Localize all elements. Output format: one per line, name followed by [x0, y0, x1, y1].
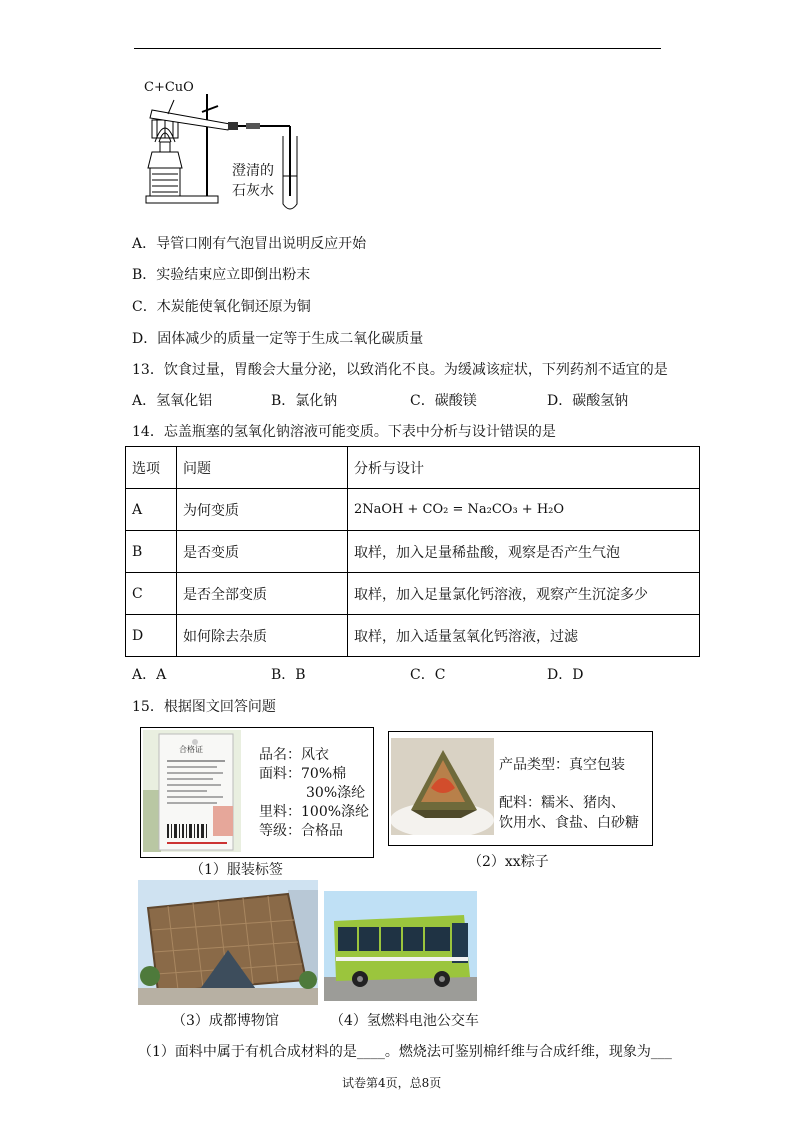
apparatus-diagram	[140, 76, 310, 216]
tag-header: 合格证	[179, 745, 203, 754]
q12-option-c: C．木炭能使氧化铜还原为铜	[132, 299, 311, 315]
row-question: 是否全部变质	[177, 573, 348, 615]
q14-option-b: B．B	[271, 667, 306, 683]
reactant-label: C+CuO	[144, 80, 194, 95]
zongzi-ingredients-2: 饮用水、食盐、白砂糖	[499, 815, 639, 831]
header-rule	[134, 48, 661, 49]
row-analysis: 2NaOH + CO₂ = Na₂CO₃ + H₂O	[348, 489, 700, 531]
museum-photo	[138, 880, 318, 1005]
zongzi-photo	[391, 738, 494, 835]
clothing-lining: 里料：100%涤纶	[259, 804, 370, 820]
q13-option-c: C．碳酸镁	[410, 393, 477, 409]
table-header-row	[126, 447, 700, 489]
row-analysis: 取样，加入适量氢氧化钙溶液，过滤	[348, 615, 700, 657]
q13-option-b: B．氯化钠	[271, 393, 338, 409]
clothing-caption: （1）服装标签	[190, 862, 283, 878]
q14-stem: 14．忘盖瓶塞的氢氧化钠溶液可能变质。下表中分析与设计错误的是	[132, 424, 556, 440]
row-question: 如何除去杂质	[177, 615, 348, 657]
table-row	[126, 489, 700, 531]
row-option: A	[126, 489, 177, 531]
clothing-tag-photo	[143, 730, 241, 852]
q14-table	[125, 446, 700, 657]
q13-options	[132, 390, 652, 410]
clothing-name: 品名：风衣	[259, 747, 329, 763]
limewater-label-1: 澄清的	[232, 163, 274, 179]
table-row	[126, 573, 700, 615]
q12-option-b: B．实验结束应立即倒出粉末	[132, 267, 311, 283]
bus-photo	[324, 891, 477, 1001]
zongzi-frame	[388, 731, 653, 846]
row-analysis: 取样，加入足量稀盐酸，观察是否产生气泡	[348, 531, 700, 573]
q14-option-a: A．A	[132, 667, 167, 683]
clothing-grade: 等级：合格品	[259, 823, 343, 839]
zongzi-caption: （2）xx粽子	[468, 854, 549, 870]
row-question: 为何变质	[177, 489, 348, 531]
q13-option-a: A．氢氧化铝	[132, 393, 213, 409]
zongzi-type: 产品类型：真空包装	[499, 757, 625, 773]
clothing-fabric-1: 面料：70%棉	[259, 766, 347, 782]
museum-caption: （3）成都博物馆	[172, 1013, 279, 1029]
limewater-label-2: 石灰水	[232, 183, 274, 199]
apparatus-drawing	[140, 76, 310, 216]
q12-option-a: A．导管口刚有气泡冒出说明反应开始	[132, 236, 367, 252]
q15-sub-question: （1）面料中属于有机合成材料的是____。燃烧法可鉴别棉纤维与合成纤维，现象为___	[138, 1044, 672, 1060]
q12-option-d: D．固体减少的质量一定等于生成二氧化碳质量	[132, 331, 424, 347]
row-option: D	[126, 615, 177, 657]
q14-option-c: C．C	[410, 667, 446, 683]
q14-options	[132, 664, 652, 684]
page-footer: 试卷第4页，总8页	[342, 1076, 442, 1090]
row-option: B	[126, 531, 177, 573]
bus-caption: （4）氢燃料电池公交车	[330, 1013, 479, 1029]
table-row	[126, 615, 700, 657]
header-question: 问题	[177, 447, 348, 489]
q13-option-d: D．碳酸氢钠	[547, 393, 629, 409]
table-row	[126, 531, 700, 573]
zongzi-ingredients-1: 配料：糯米、猪肉、	[499, 795, 625, 811]
header-analysis: 分析与设计	[348, 447, 700, 489]
q15-stem: 15．根据图文回答问题	[132, 699, 276, 715]
clothing-label-frame	[140, 727, 374, 858]
q14-option-d: D．D	[547, 667, 584, 683]
row-analysis: 取样，加入足量氯化钙溶液，观察产生沉淀多少	[348, 573, 700, 615]
zongzi-image	[391, 738, 494, 835]
row-option: C	[126, 573, 177, 615]
row-question: 是否变质	[177, 531, 348, 573]
q13-stem: 13．饮食过量，胃酸会大量分泌，以致消化不良。为缓减该症状，下列药剂不适宜的是	[132, 362, 668, 378]
header-option: 选项	[126, 447, 177, 489]
clothing-fabric-2: 30%涤纶	[306, 785, 366, 801]
museum-image	[138, 880, 318, 1005]
bus-image	[324, 891, 477, 1001]
